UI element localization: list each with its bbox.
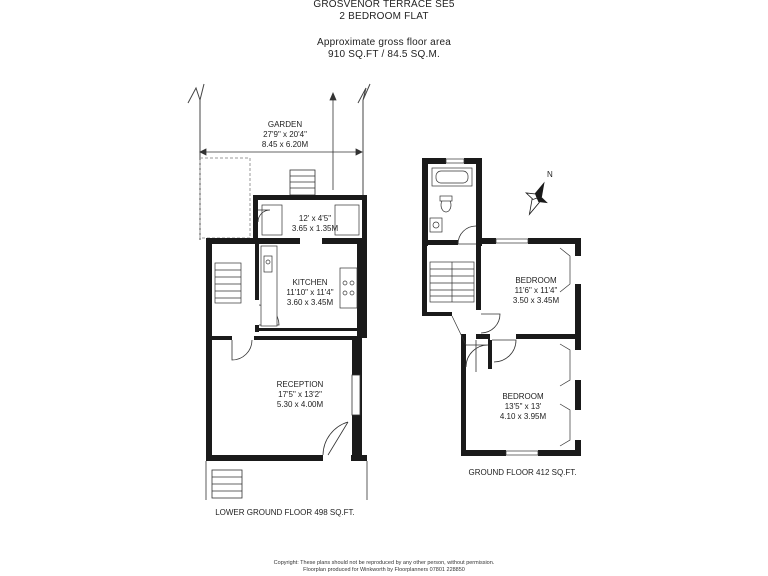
lower-ground-door-swings [232,210,348,455]
ground-floor-stairs [430,262,474,345]
flat-type: 2 BEDROOM FLAT [339,11,429,22]
lower-ground-stairs [215,263,241,303]
lower-ground-floor-label: LOWER GROUND FLOOR 498 SQ.FT. [215,508,355,517]
producer-credit: Floorplan produced for Winkworth by Floorplanners 07801 228850 [303,567,465,573]
compass-rose-icon [519,177,556,220]
utility-imperial: 12' x 4'5" [298,214,332,223]
copyright-notice: Copyright: These plans should not be reproduced by any other person, without permission. [273,560,495,566]
bedroom-1-metric: 3.50 x 3.45M [512,296,560,305]
kitchen-imperial: 11'10" x 11'4" [286,288,334,297]
bedroom-2-metric: 4.10 x 3.95M [499,412,547,421]
kitchen-label [270,278,350,308]
garden-metric: 8.45 x 6.20M [261,140,309,149]
compass-north-letter: N [547,170,553,179]
ground-floor-label: GROUND FLOOR 412 SQ.FT. [468,468,577,477]
utility-label [280,214,350,234]
bathroom-fixtures [430,168,472,232]
kitchen-name: KITCHEN [292,278,328,287]
reception-imperial: 17'5" x 13'2" [278,390,322,399]
garden-steps [290,170,315,195]
bedroom-1-label [496,276,576,306]
bedroom-1-imperial: 11'6" x 11'4" [514,286,558,295]
bedroom-2-name: BEDROOM [502,392,544,401]
reception-label [255,380,345,410]
bedroom-2-imperial: 13'5" x 13' [504,402,542,411]
reception-metric: 5.30 x 4.00M [276,400,324,409]
area-heading: Approximate gross floor area [317,37,451,48]
utility-metric: 3.65 x 1.35M [291,224,339,233]
garden-label [250,120,320,150]
reception-windows [352,375,360,415]
kitchen-metric: 3.60 x 3.45M [286,298,334,307]
bedroom-1-name: BEDROOM [515,276,557,285]
garden-imperial: 27'9" x 20'4" [263,130,307,139]
front-lightwell [206,461,367,500]
bedroom-2-label [483,392,563,422]
reception-name: RECEPTION [276,380,324,389]
garden-name: GARDEN [267,120,303,129]
address-title: GROSVENOR TERRACE SE5 [313,0,455,10]
area-value: 910 SQ.FT / 84.5 SQ.M. [327,49,441,60]
